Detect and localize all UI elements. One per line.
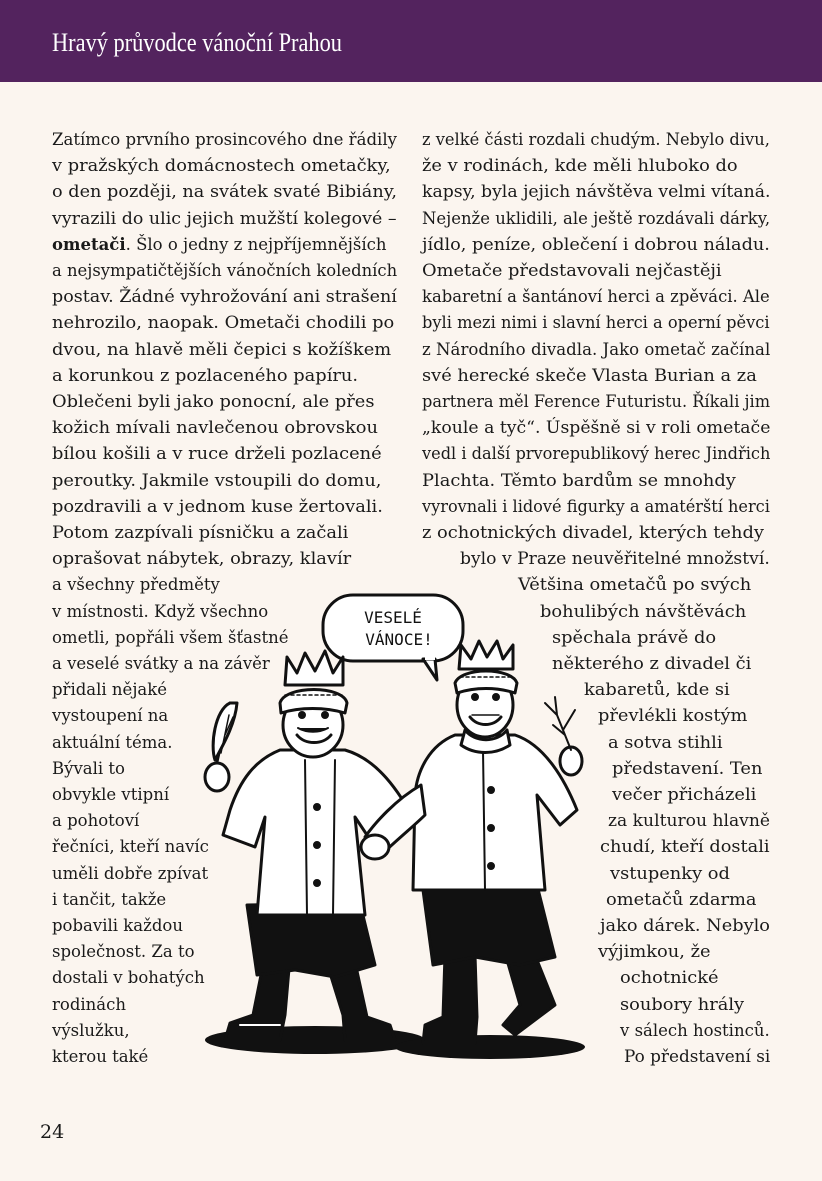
text-line-right-21: některého z divadel či bbox=[552, 654, 752, 673]
text-line-left-19: v místnosti. Když všechno bbox=[52, 601, 269, 621]
text-line-right-20: spěchala právě do bbox=[552, 627, 717, 647]
text-line-left-27: a pohotoví bbox=[52, 811, 140, 831]
text-line-right-26: večer přicházeli bbox=[612, 785, 757, 804]
text-line-right-36: Po představení si bbox=[624, 1047, 771, 1066]
chapter-title: Hravý průvodce vánoční Prahou bbox=[52, 28, 342, 57]
text-line-right-1: z velké části rozdali chudým. Nebylo divu, bbox=[422, 130, 770, 149]
text-line-right-16: z ochotnických divadel, kterých tehdy bbox=[422, 523, 764, 542]
text-line-left-13: bílou košili a v ruce drželi pozlacené bbox=[52, 444, 382, 464]
text-line-left-4: vyrazili do ulic jejich mužští kolegové – bbox=[52, 208, 397, 228]
text-line-left-23: vystoupení na bbox=[52, 706, 169, 726]
text-line-right-14: Plachta. Těmto bardům se mnohdy bbox=[422, 470, 736, 490]
chapter-header-bar bbox=[0, 0, 822, 82]
text-line-left-28: řečníci, kteří navíc bbox=[52, 837, 209, 857]
text-line-left-18: a všechny předměty bbox=[52, 575, 220, 595]
text-line-left-14: peroutky. Jakmile vstoupili do domu, bbox=[52, 470, 382, 490]
text-line-right-4: Nejenže uklidili, ale ještě rozdávali dárky, bbox=[422, 208, 771, 228]
text-line-right-11: partnera měl Ference Futuristu. Říkali jim bbox=[422, 392, 771, 411]
bold-line-rest: . Šlo o jedny z nejpříjemnějších bbox=[125, 234, 387, 254]
text-line-left-17: oprašovat nábytek, obrazy, klavír bbox=[52, 549, 352, 569]
text-line-right-19: bohulibých návštěvách bbox=[540, 601, 747, 621]
page-number: 24 bbox=[40, 1121, 65, 1143]
text-line-left-35: výslužku, bbox=[52, 1020, 130, 1040]
text-line-right-34: soubory hrály bbox=[620, 994, 745, 1014]
text-line-right-30: ometačů zdarma bbox=[606, 889, 757, 909]
text-line-left-9: dvou, na hlavě měli čepici s kožíškem bbox=[52, 339, 392, 359]
text-line-right-22: kabaretů, kde si bbox=[584, 680, 730, 700]
text-line-right-7: kabaretní a šantánoví herci a zpěváci. Ale bbox=[422, 287, 770, 307]
text-line-right-8: byli mezi nimi i slavní herci a operní pěvci bbox=[422, 313, 770, 333]
text-line-right-9: z Národního divadla. Jako ometač začínal bbox=[422, 339, 771, 359]
text-line-right-10: své herecké skeče Vlasta Burian a za bbox=[422, 365, 757, 385]
text-line-left-2: v pražských domácnostech ometačky, bbox=[52, 156, 391, 176]
text-line-left-20: ometli, popřáli všem šťastné bbox=[52, 627, 289, 647]
text-line-right-28: chudí, kteří dostali bbox=[600, 837, 770, 857]
text-line-left-10: a korunkou z pozlaceného papíru. bbox=[52, 365, 359, 385]
text-line-left-24: aktuální téma. bbox=[52, 732, 173, 752]
text-line-left-31: pobavili každou bbox=[52, 916, 183, 935]
text-line-left-26: obvykle vtipní bbox=[52, 785, 170, 804]
speech-bubble-text-2: VÁNOCE! bbox=[365, 630, 433, 649]
text-line-left-8: nehrozilo, naopak. Ometači chodili po bbox=[52, 313, 395, 333]
text-line-left-5 bbox=[52, 232, 397, 258]
text-line-left-6: a nejsympatičtějších vánočních koledních bbox=[52, 261, 398, 280]
text-line-right-27: za kulturou hlavně bbox=[608, 811, 771, 831]
text-line-right-29: vstupenky od bbox=[610, 863, 730, 883]
text-line-right-18: Většina ometačů po svých bbox=[518, 575, 752, 595]
text-line-left-21: a veselé svátky a na závěr bbox=[52, 654, 270, 673]
text-line-right-3: kapsy, byla jejich návštěva velmi vítaná. bbox=[422, 182, 771, 202]
text-line-right-17: bylo v Praze neuvěřitelné množství. bbox=[460, 549, 770, 569]
text-line-left-1: Zatímco prvního prosincového dne řádily bbox=[52, 130, 397, 149]
text-line-right-12: „koule a tyč“. Úspěšně si v roli ometače bbox=[422, 418, 771, 438]
speech-bubble-text-1: VESELÉ bbox=[364, 608, 422, 627]
text-line-left-16: Potom zazpívali písničku a začali bbox=[52, 523, 349, 542]
text-line-right-32: výjimkou, že bbox=[598, 942, 711, 962]
text-line-left-3: o den později, na svátek svaté Bibiány, bbox=[52, 182, 397, 202]
text-line-right-23: převlékli kostým bbox=[598, 706, 748, 726]
text-line-right-6: Ometače představovali nejčastěji bbox=[422, 261, 722, 280]
text-line-left-29: uměli dobře zpívat bbox=[52, 863, 209, 883]
text-line-right-5: jídlo, peníze, oblečení i dobrou náladu. bbox=[422, 234, 770, 254]
text-line-left-22: přidali nějaké bbox=[52, 680, 168, 700]
bold-term-ometaci: ometači bbox=[52, 234, 126, 254]
text-line-left-7: postav. Žádné vyhrožování ani strašení bbox=[52, 287, 397, 307]
text-line-right-31: jako dárek. Nebylo bbox=[600, 916, 770, 935]
text-line-right-24: a sotva stihli bbox=[608, 732, 723, 752]
text-line-right-33: ochotnické bbox=[620, 968, 719, 988]
text-line-left-32: společnost. Za to bbox=[52, 942, 195, 962]
text-line-left-25: Bývali to bbox=[52, 758, 125, 778]
ometac-figure-right bbox=[361, 641, 582, 1043]
text-line-left-33: dostali v bohatých bbox=[52, 968, 205, 988]
text-line-left-15: pozdravili a v jednom kuse žertovali. bbox=[52, 496, 383, 516]
text-line-right-2: že v rodinách, kde měli hluboko do bbox=[422, 156, 738, 176]
text-line-left-36: kterou také bbox=[52, 1047, 149, 1066]
text-line-right-13: vedl i další prvorepublikový herec Jindřich bbox=[422, 444, 771, 464]
text-line-right-35: v sálech hostinců. bbox=[620, 1020, 770, 1040]
text-line-left-12: kožich mívali navlečenou obrovskou bbox=[52, 418, 378, 438]
ometaci-illustration bbox=[185, 585, 605, 1075]
text-line-right-15: vyrovnali i lidové figurky a amatérští herci bbox=[422, 496, 770, 516]
text-line-left-34: rodinách bbox=[52, 994, 126, 1014]
text-line-left-30: i tančit, takže bbox=[52, 889, 167, 909]
text-line-right-25: představení. Ten bbox=[612, 758, 763, 778]
text-line-left-11: Oblečeni byli jako ponocní, ale přes bbox=[52, 392, 375, 411]
